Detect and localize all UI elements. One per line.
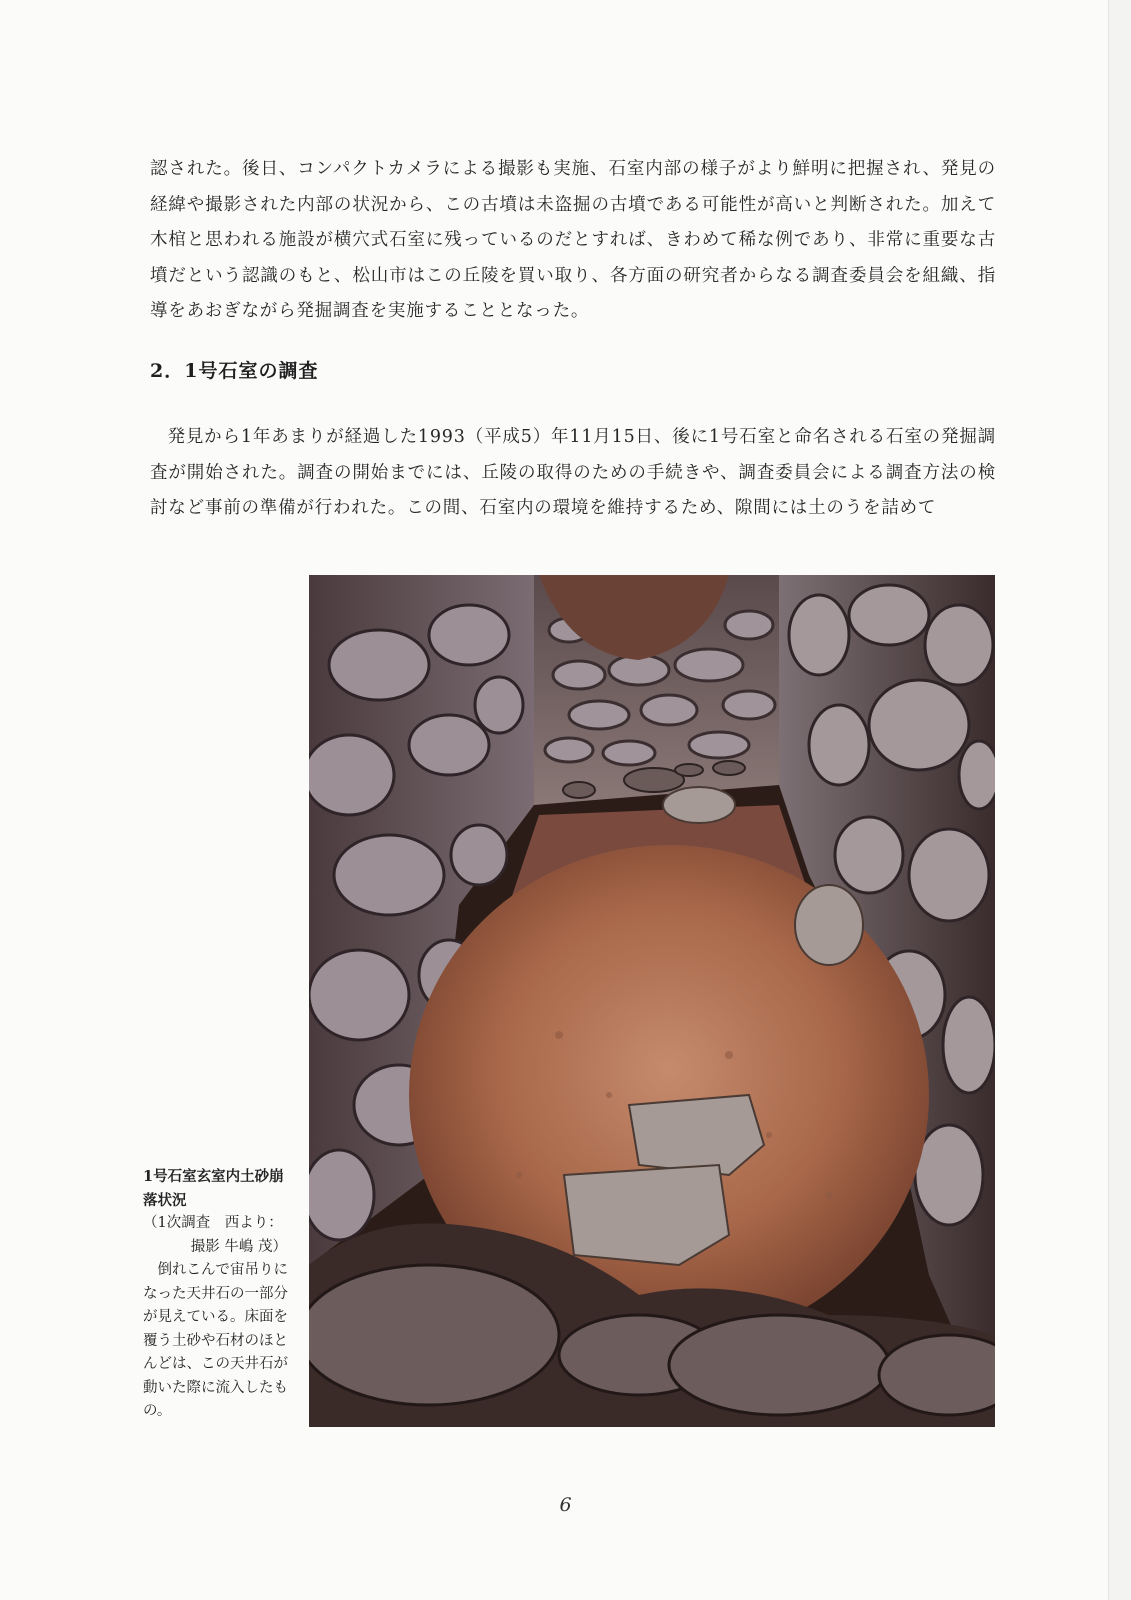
section-heading: 2．1号石室の調査 <box>150 360 319 382</box>
body-paragraph-2: 発見から1年あまりが経過した1993（平成5）年11月15日、後に1号石室と命名される石室の発掘調査が開始された。調査の開始までには、丘陵の取得のための手続きや、調査委員会による調査方法の検討など事前の準備が行われた。この間、石室内の環境を維持するため、隙間には土のうを詰めて <box>150 427 996 518</box>
page-number: 6 <box>559 1494 572 1516</box>
stone-chamber-photo <box>309 575 995 1427</box>
caption-credit-line2: 撮影 牛嶋 茂） <box>190 1238 287 1255</box>
body-paragraph-1: 認された。後日、コンパクトカメラによる撮影も実施、石室内部の様子がより鮮明に把握され、発見の経緯や撮影された内部の状況から、この古墳は未盗掘の古墳である可能性が高いと判断された。加えて木棺と思われる施設が横穴式石室に残っているのだとすれば、きわめて稀な例であり、非常に重要な古墳だという認識のもと、松山市はこの丘陵を買い取り、各方面の研究者からなる調査委員会を組織、指導をあおぎながら発掘調査を実施することとなった。 <box>150 159 996 321</box>
caption-credit-line1: （1次調査 西より： <box>143 1215 283 1231</box>
caption-credit <box>143 1212 293 1259</box>
figure-caption <box>143 1165 293 1424</box>
caption-body: 倒れこんで宙吊りになった天井石の一部分が見えている。床面を覆う土砂や石材のほとんどは、この天井石が動いた際に流入したもの。 <box>143 1262 288 1419</box>
caption-title: 1号石室玄室内土砂崩落状況 <box>143 1168 284 1209</box>
